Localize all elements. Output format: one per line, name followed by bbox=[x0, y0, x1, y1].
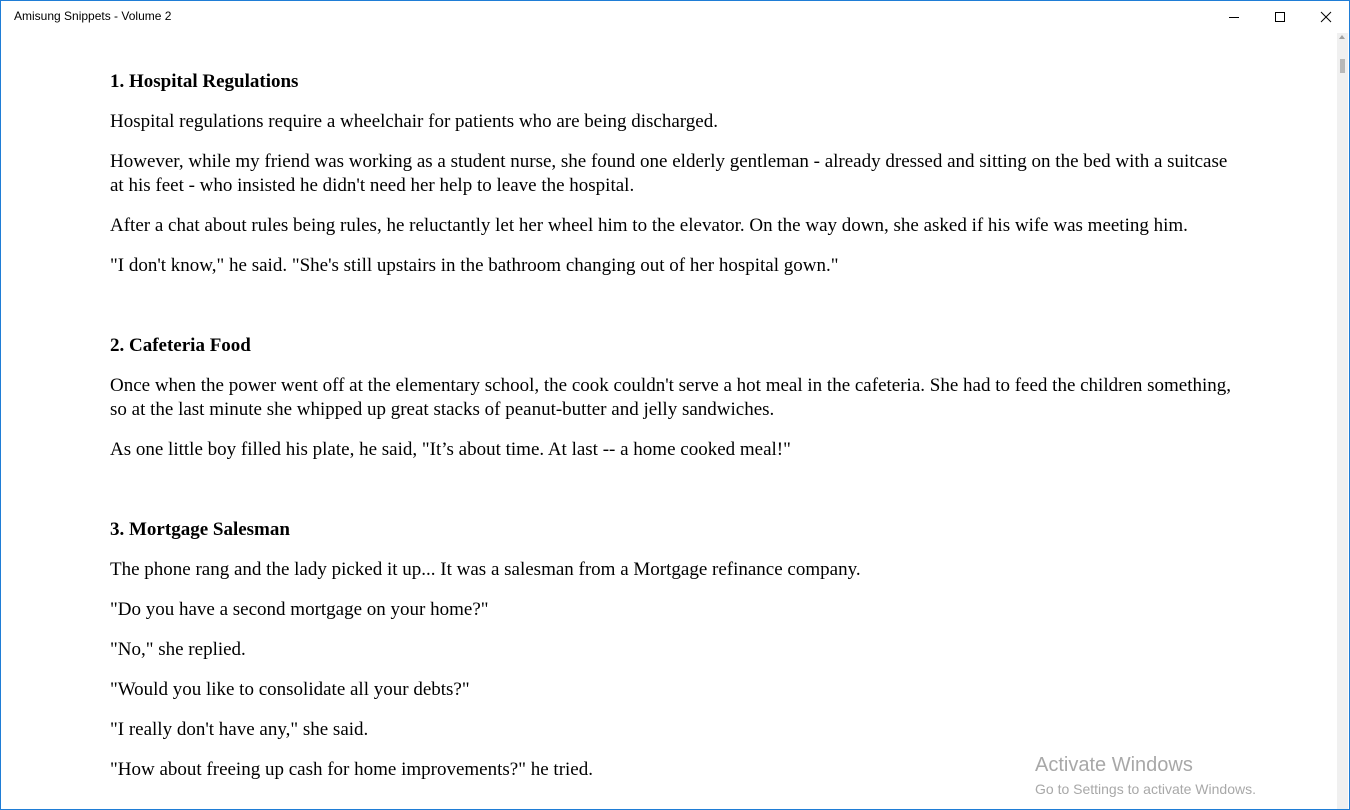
paragraph: The phone rang and the lady picked it up... It was a salesman from a Mortgage refinance company. bbox=[110, 559, 861, 580]
paragraph: However, while my friend was working as a student nurse, she found one elderly gentleman - already dressed and sitting on the bed with a suitcase at his feet - who insisted he didn't need her help to leave the hospital. bbox=[110, 151, 1228, 196]
paragraph: "How about freeing up cash for home improvements?" he tried. bbox=[110, 759, 593, 780]
section-heading: 2. Cafeteria Food bbox=[110, 335, 251, 356]
scroll-thumb[interactable] bbox=[1340, 59, 1345, 73]
vertical-scrollbar[interactable] bbox=[1337, 33, 1348, 809]
scroll-up-arrow-icon[interactable] bbox=[1339, 35, 1345, 39]
paragraph: "I really don't have any," she said. bbox=[110, 719, 369, 740]
article bbox=[110, 70, 1240, 809]
paragraph: After a chat about rules being rules, he reluctantly let her wheel him to the elevator. On the way down, she asked if his wife was meeting him. bbox=[110, 215, 1188, 236]
section-cafeteria-food bbox=[110, 334, 1240, 462]
paragraph: "I don't know," he said. "She's still upstairs in the bathroom changing out of her hospital gown." bbox=[110, 255, 839, 276]
close-icon bbox=[1320, 11, 1332, 23]
watermark-title: Activate Windows bbox=[1035, 754, 1193, 776]
paragraph: "Do you have a second mortgage on your home?" bbox=[110, 599, 489, 620]
section-mortgage-salesman bbox=[110, 518, 1240, 782]
paragraph: "No," she replied. bbox=[110, 639, 246, 660]
paragraph: Once when the power went off at the elementary school, the cook couldn't serve a hot meal in the cafeteria. She had to feed the children something, so at the last minute she whipped up great stacks of peanut-butter and jelly sandwiches. bbox=[110, 375, 1232, 420]
paragraph: As one little boy filled his plate, he said, "It’s about time. At last -- a home cooked meal!" bbox=[110, 439, 791, 460]
minimize-button[interactable] bbox=[1211, 1, 1257, 33]
title-bar[interactable] bbox=[1, 1, 1349, 33]
section-heading: 1. Hospital Regulations bbox=[110, 71, 299, 92]
window-controls bbox=[1211, 1, 1349, 33]
minimize-icon bbox=[1228, 11, 1240, 23]
maximize-button[interactable] bbox=[1257, 1, 1303, 33]
paragraph: "Would you like to consolidate all your debts?" bbox=[110, 679, 470, 700]
watermark-subtitle: Go to Settings to activate Windows. bbox=[1035, 781, 1256, 797]
paragraph: Hospital regulations require a wheelchair for patients who are being discharged. bbox=[110, 111, 718, 132]
close-button[interactable] bbox=[1303, 1, 1349, 33]
section-hospital-regulations bbox=[110, 70, 1240, 278]
content-area[interactable] bbox=[1, 33, 1331, 809]
section-heading: 3. Mortgage Salesman bbox=[110, 519, 290, 540]
window-title: Amisung Snippets - Volume 2 bbox=[14, 9, 172, 23]
maximize-icon bbox=[1274, 11, 1286, 23]
